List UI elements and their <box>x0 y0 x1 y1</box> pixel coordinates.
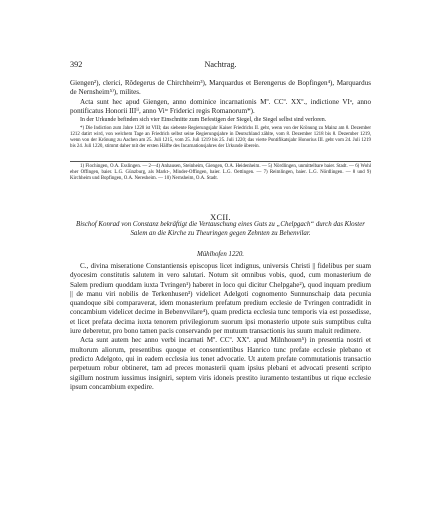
top-paragraph-1: Giengen²), clerici, Rǒdegerus de Chirchheim³), Marquardus et Berengerus de Bopfingen⁴), Marquardus de Nernsheim⁵⁾), milites. <box>70 79 371 97</box>
running-title: Nachtrag. <box>204 60 237 69</box>
seal-note: In der Urkunde befinden sich vier Einschnitte zum Befestigen der Siegel, die Siegel selbst sind verloren. <box>80 117 327 123</box>
document-place-date-wrap <box>70 243 371 261</box>
top-paragraph-2: Acta sunt hec apud Giengen, anno dominice incarnationis Mº. CCº. XXº., indictione VIᵃ, anno pontificatus Honorii IIIⁱⁱ, anno Viᵗᵒ Friderici regis Romanorum*). <box>70 97 371 115</box>
footnote-divider <box>70 161 371 162</box>
notes-block <box>70 117 371 150</box>
document-number: XCII. <box>210 213 231 222</box>
document-title-wrap <box>70 220 371 238</box>
page-header <box>70 60 371 72</box>
page-number: 392 <box>70 60 83 69</box>
asterisk-note: *) Die Indiction zum Jahre 1220 ist VIII; das siebente Regierungsjahr Kaiser Friedrichs II. geht, wenn von der Krönung zu Mainz am 8. Dezember 1212 datirt wird, von welchem Tage an Friedrich selbst seine Regierungsjahre in Deutschland zählte, vom 8. Dezember 1218 bis 8. Dezember 1219, wenn von der Krönung zu Aachen am 25. Juli 1215, vom 25. Juli 1219 bis 25. Juli 1220; das vierte Pontifikatsjahr Honorius III. geht vom 24. Juli 1219 bis 24. Juli 1220, stimmt daher mit der ersten Hälfte des Incarnationsjahres der Urkunde überein. <box>70 125 371 149</box>
footnotes-text: 1) Flochingen, O.A. Esslingen. — 2—4) Anhausen, Steinheim, Giengen, O.A. Heidenheim. — 5) Nördlingen, unmittelbare baier. Stadt. — 6) Wohl eher Offingen, baier. L.G. Günzburg, als Markt-, Minder-Offingen, baier. L.G. Oettingen. — 7) Reimlingen, baier. L.G. Nördlingen. — 8 und 9) Kirchheim und Bopfingen, O.A. Neresheim. — 10) Nernsheim, O.A. Stadt. <box>70 164 371 182</box>
body-paragraph-2: Acta sunt autem hec anno verbi incarnati Mº. CCº. XXº. apud Milnhouen⁵) in presentia nostri et multorum aliorum, presentibus quoque et consentientibus Hanrico tunc prefate ecclesie plebano et predicto Adelgoto, qui in eadem ecclesia ius tenet advocatie. Ut autem prefate commutationis transactio perpetuum robur obtineret, tam ad preces monasterii quam ipsius plebani et advocati presenti scripto sigillum nostrum iussimus insigniri, septem viris idoneis prestito iuramento testantibus ut rique ecclesie ipsum concambium expedire. <box>70 336 371 391</box>
document-place-date: Mühlhofen 1220. <box>196 251 245 258</box>
footnotes <box>70 164 371 182</box>
document-body <box>70 262 371 392</box>
top-text <box>70 79 371 116</box>
body-paragraph-1: C., divina miseratione Constantiensis episcopus licet indignus, universis Christi || fidelibus per suam dyocesim constitutis salutem in vero salutari. Notum sit omnibus vobis, quod, cum monasterium de Salem predium quoddam iuxta Tvringen¹) haberet in loco qui dicitur Chelpgahe²), quod inquam predium || de manu viri nobilis de Terkenhusen³) videlicet Adelgoti cognomento Sunnunschaip data pecunia quandoque sibi comparaverat, idem monasterium prefatum predium ecclesie de Tvringen contradidit in concambium videlicet decime in Bebenvvilare⁴), quam predicta ecclesia tunc temporis via est possedisse, et licet prefata decima iuxta tenorem privilegiorum suorum ipsi monasterio utpote suis sumptibus culta iure deberetur, pro bono tamen pacis conservando per mutuum transactionis ius suum maluit redimere. <box>70 262 371 336</box>
document-title: Bischof Konrad von Constanz bekräftigt die Vertauschung eines Guts zu „Chelpgach“ durch das Kloster Salem an die Kirche zu Theuringen gegen Zehnten zu Behenvilar. <box>76 221 365 237</box>
